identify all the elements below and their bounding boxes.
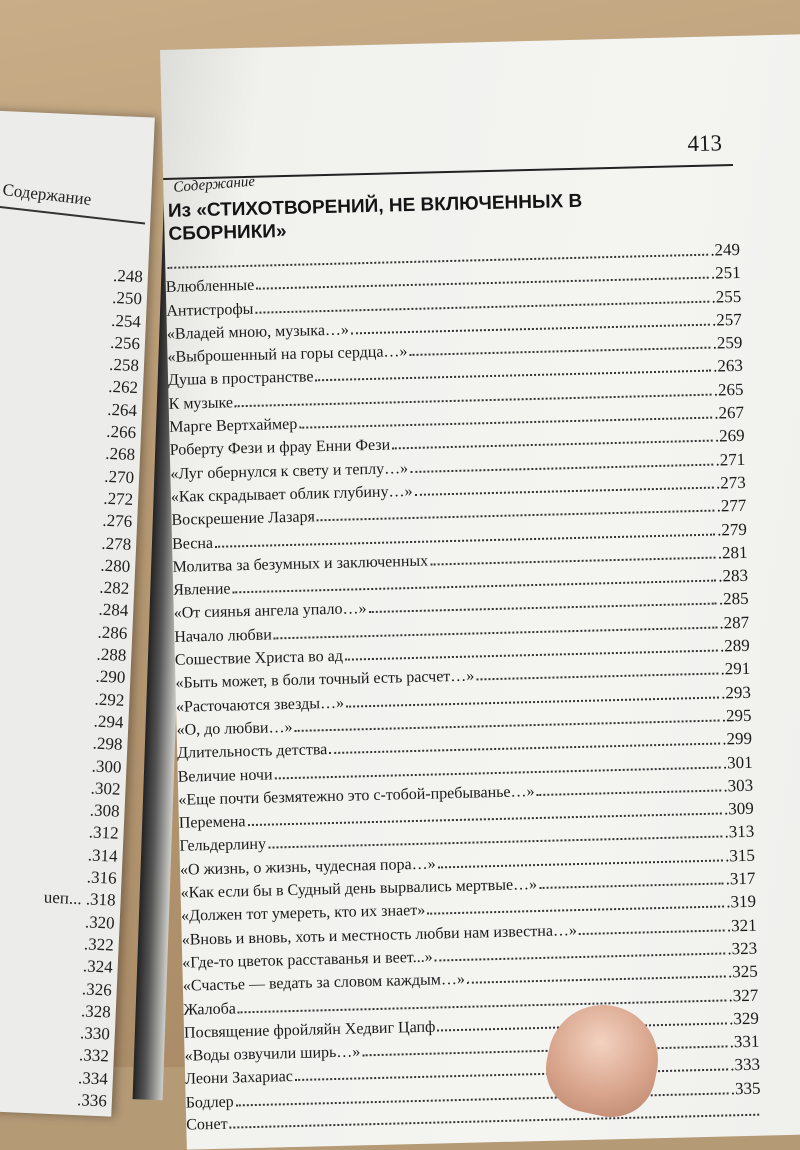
toc-entry-page: .277: [716, 496, 747, 516]
left-toc-entry: .268: [104, 444, 136, 465]
left-toc-entry: .272: [103, 488, 134, 510]
toc-entry-title: Сонет: [186, 1115, 228, 1134]
toc-entry-page: .255: [711, 286, 742, 307]
toc-entry-title: Длительность детства: [176, 741, 328, 763]
toc-entry-page: .273: [715, 472, 746, 493]
toc-entry-page: .263: [712, 356, 744, 377]
toc-leader-dots: [539, 870, 724, 889]
toc-entry-page: .317: [725, 868, 756, 889]
left-toc-entry: .320: [84, 911, 116, 933]
left-toc-entry: .300: [91, 756, 122, 777]
toc-entry-title: Жалоба: [183, 999, 237, 1019]
left-toc-entry: .322: [83, 934, 115, 955]
toc-entry-page: .251: [710, 263, 741, 283]
left-toc-entry: .288: [96, 644, 127, 665]
toc-entry-title: Душа в пространстве: [167, 368, 314, 390]
toc-entry-title: К музыке: [168, 394, 234, 413]
left-toc-entry: .258: [108, 355, 140, 376]
toc-entry-page: .331: [729, 1031, 760, 1052]
left-toc-entry: .248: [112, 265, 144, 287]
left-toc-entry: .334: [77, 1067, 109, 1089]
left-toc-entry: .332: [78, 1045, 110, 1066]
left-toc-entry: .282: [99, 577, 130, 599]
section-title: Из «СТИХОТВОРЕНИЙ, НЕ ВКЛЮЧЕННЫХ В СБОРНИКИ»: [167, 190, 583, 245]
toc-entry-page: .335: [730, 1078, 761, 1099]
toc-entry-title: «Быть может, в боли точный есть расчет…»: [175, 667, 475, 693]
toc-entry-page: .269: [714, 426, 745, 446]
toc-entry-page: .249: [710, 239, 741, 260]
toc-leader-dots: [167, 242, 708, 269]
left-toc-entry: .292: [94, 689, 125, 710]
toc-entry-page: .279: [716, 519, 748, 540]
toc-entry-page: .327: [728, 985, 759, 1005]
left-toc-entry: .270: [103, 466, 135, 487]
toc-entry-page: .289: [719, 635, 750, 656]
toc-entry-page: .303: [723, 775, 754, 796]
toc-leader-dots: [536, 777, 721, 796]
toc-entry-title: Сошествие Христа во ад: [174, 647, 344, 669]
toc-entry-title: Молитва за безумных и заключенных: [172, 552, 429, 576]
toc-entry-title: «О, до любви…»: [176, 718, 293, 739]
left-toc-entry: .264: [106, 399, 138, 420]
toc-entry-title: Начало любви: [174, 626, 273, 646]
toc-entry-title: Бодлер: [185, 1093, 234, 1112]
toc-entry-title: «От сиянья ангела упало…»: [173, 600, 367, 623]
toc-entry-page: .285: [718, 589, 749, 609]
left-toc-entry: .266: [105, 421, 137, 443]
page-number: 413: [687, 130, 723, 157]
toc-entry-page: .271: [715, 449, 746, 470]
left-toc-entry: .254: [110, 310, 142, 331]
toc-entry-title: «Выброшенный на горы сердца…»: [167, 343, 408, 367]
toc-entry-page: .329: [728, 1008, 760, 1029]
left-toc-entry: .308: [89, 800, 120, 821]
left-toc-entry: .326: [81, 978, 113, 1000]
toc-entry-page: .287: [719, 612, 750, 633]
toc-entry-page: .323: [727, 938, 758, 959]
left-toc-entry: .284: [98, 600, 129, 621]
toc-entry-page: .265: [713, 379, 744, 400]
running-header: Содержание: [172, 173, 256, 196]
toc-entry-title: Роберту Фези и фрау Енни Фези: [169, 436, 391, 460]
left-toc-entry: .330: [79, 1023, 111, 1044]
toc-entry-page: .283: [718, 565, 749, 586]
left-toc-entry: .262: [107, 377, 139, 398]
left-toc-entry: .294: [93, 711, 124, 732]
toc-leader-dots: [579, 917, 725, 935]
right-page: [160, 33, 800, 1150]
toc-entry-page: .321: [726, 915, 757, 936]
toc-entry-page: .291: [720, 659, 751, 679]
left-toc-entry: .286: [97, 622, 128, 643]
left-toc-entry: .280: [100, 555, 131, 576]
left-toc-entry: .298: [92, 733, 123, 755]
toc-entry-title: Посвящение фройляйн Хедвиг Цапф: [183, 1018, 436, 1042]
left-toc-entry: .336: [76, 1090, 108, 1111]
toc-entry-title: Перемена: [178, 813, 246, 832]
left-toc-entry: .256: [109, 332, 141, 354]
toc-entry-title: «Вновь и вновь, хоть и местность любви нам известна…»: [181, 921, 578, 949]
left-toc-entry: .290: [95, 666, 126, 688]
toc-entry-page: .267: [714, 402, 745, 423]
toc-entry-title: «Как скрадывает облик глубину…»: [170, 482, 413, 506]
toc-entry-page: .333: [729, 1055, 761, 1075]
left-toc-entry: .312: [88, 822, 119, 844]
toc-entry-page: .313: [724, 822, 755, 842]
toc-entry-page: .325: [727, 961, 758, 982]
toc-entry-title: Явление: [173, 580, 231, 599]
toc-entry-title: Влюбленные: [165, 277, 255, 297]
left-toc-entry: .276: [102, 511, 133, 532]
toc-entry-title: Марге Вертхаймер: [169, 415, 298, 436]
toc-entry-page: .319: [726, 892, 757, 912]
toc-entry-page: .309: [723, 798, 754, 819]
left-toc-entry: .250: [111, 288, 143, 309]
toc-entry-title: «Владей мною, музыка…»: [166, 321, 350, 343]
toc-entry-title: Величие ночи: [177, 766, 273, 786]
toc-entry-title: Антистрофы: [166, 300, 254, 320]
toc-entry-page: .301: [722, 752, 753, 772]
toc-entry-title: Леони Захариас: [184, 1068, 294, 1089]
toc-entry-title: «Должен тот умереть, кто их знает»: [180, 902, 426, 926]
toc-entry-title: «О жизнь, о жизнь, чудесная пора…»: [179, 855, 436, 879]
toc-entry-page: .259: [712, 333, 743, 353]
toc-entry-title: «Счастье — ведать за словом каждым…»: [182, 971, 466, 995]
toc-list: [165, 240, 761, 1139]
left-toc-entry: ueп... .318: [43, 887, 117, 910]
left-toc-entry: .328: [80, 1001, 112, 1022]
toc-entry-title: Весна: [171, 534, 214, 553]
toc-entry-page: .315: [724, 845, 756, 866]
left-toc-entry: .302: [90, 778, 121, 799]
toc-entry-page: .281: [717, 542, 748, 563]
toc-entry-title: «Где-то цветок расставанья и веет...»: [182, 948, 433, 972]
toc-entry-page: .293: [720, 682, 752, 703]
toc-entry-page: .299: [722, 728, 753, 749]
toc-entry-title: «Как если бы в Судный день вырвались мертвые…»: [180, 876, 538, 902]
left-page-header: Содержание: [1, 180, 93, 209]
left-toc-entry: .324: [82, 956, 114, 977]
left-toc-entry: .314: [87, 845, 119, 866]
toc-entry-page: .295: [721, 705, 752, 726]
left-toc-entry: .278: [101, 533, 132, 554]
left-toc-entry: .316: [86, 867, 118, 888]
toc-entry-title: «Еще почти безмятежно это с-тобой-пребыванье…»: [178, 782, 535, 809]
toc-entry-title: «Луг обернулся к свету и теплу…»: [170, 459, 409, 483]
left-header-rule: [0, 206, 145, 225]
toc-entry-page: .257: [711, 309, 742, 330]
toc-entry-title: Гельдерлину: [179, 836, 267, 856]
toc-entry-title: «Расточаются звезды…»: [175, 694, 345, 716]
toc-entry-title: Воскрешение Лазаря: [171, 508, 316, 530]
toc-entry-title: «Воды озвучили ширь…»: [184, 1043, 361, 1065]
header-rule: [163, 164, 733, 180]
